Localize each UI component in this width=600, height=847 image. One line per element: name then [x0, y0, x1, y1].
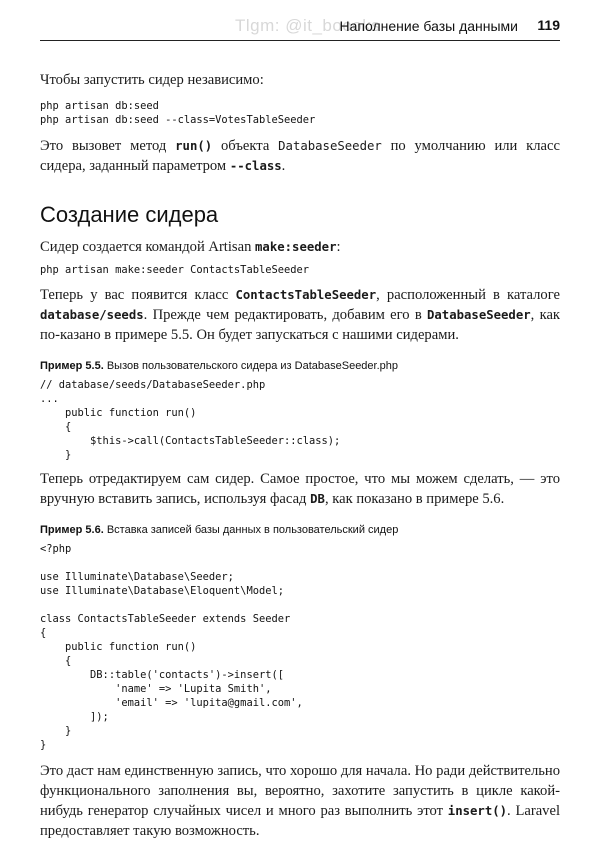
make-seeder-code: php artisan make:seeder ContactsTableSeeder	[40, 264, 309, 276]
paragraph-seeder-class: Теперь у вас появится класс ContactsTableSeeder, расположенный в каталоге database/seeds. Прежде чем редактировать, добавим его в DatabaseSeeder, как по-казано в примере 5.5. Он будет запускаться с нашими сидерами.	[40, 287, 561, 343]
example-5-5-code: // database/seeds/DatabaseSeeder.php ... public function run() { $this->call(ContactsTableSeeder::class); }	[40, 379, 341, 461]
paragraph-run-method: Это вызовет метод run() объекта DatabaseSeeder по умолчанию или класс сидера, заданный параметром --class.	[40, 138, 560, 174]
section-heading: Создание сидера	[40, 202, 219, 227]
example-5-6-label: Пример 5.6.	[40, 524, 104, 536]
example-5-5-label: Пример 5.5.	[40, 360, 104, 372]
paragraph-edit-seeder: Теперь отредактируем сам сидер. Самое простое, что мы можем сделать, — это вручную вставить запись, используя фасад DB, как показано в примере 5.6.	[40, 471, 560, 507]
header-rule	[40, 40, 560, 41]
example-5-6-caption: Пример 5.6. Вставка записей базы данных в пользовательский сидер	[40, 524, 399, 536]
page-header	[40, 14, 560, 40]
example-5-5-caption: Пример 5.5. Вызов пользовательского сидера из DatabaseSeeder.php	[40, 360, 399, 372]
seed-command-code: php artisan db:seed php artisan db:seed --class=VotesTableSeeder	[40, 100, 316, 126]
page-content	[40, 70, 560, 841]
intro-paragraph: Чтобы запустить сидер независимо:	[40, 72, 264, 88]
example-5-6-code: <?php use Illuminate\Database\Seeder; use Illuminate\Database\Eloquent\Model; class ContactsTableSeeder extends Seeder { public function run() { DB::table('contacts')->insert([ 'name' => 'Lupita Smith', 'email' => 'lupita@gmail.com', ]); } }	[40, 543, 303, 751]
running-title: Наполнение базы данными	[339, 18, 518, 34]
paragraph-single-record: Это даст нам единственную запись, что хорошо для начала. Но ради действительно функционального заполнения вы, вероятно, захотите запустить в цикле какой-нибудь генератор случайных чисел и много раз выполнить этот insert(). Laravel предоставляет такую возможность.	[40, 763, 561, 839]
page-number: 119	[537, 17, 560, 33]
watermark: Tlgm: @it_boooks	[235, 16, 381, 35]
paragraph-make-seeder: Сидер создается командой Artisan make:seeder:	[40, 239, 341, 255]
